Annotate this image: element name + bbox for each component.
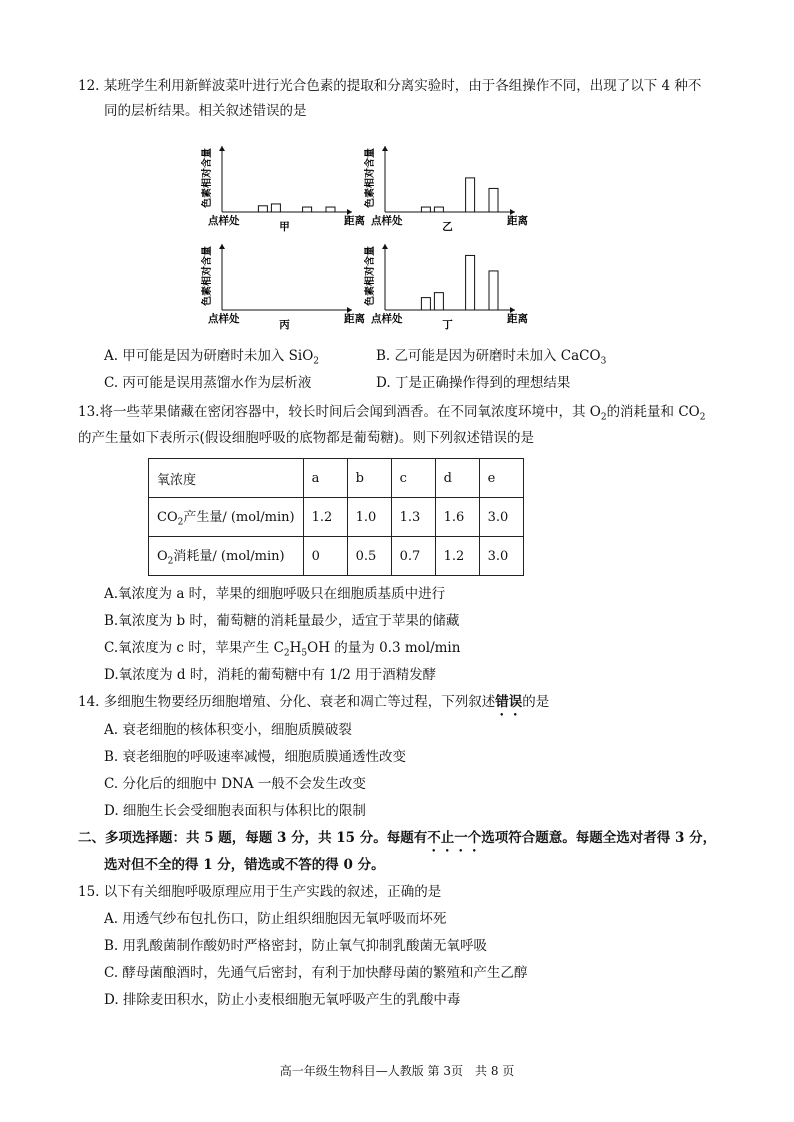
q12-option-a: A. 甲可能是因为研磨时未加入 SiO$_2$ [104, 348, 319, 367]
q12-option-c: C. 丙可能是误用蒸馏水作为层析液 [104, 375, 312, 391]
table-row [149, 537, 524, 576]
q13-stem-line2: 的产生量如下表所示(假设细胞呼吸的底物都是葡萄糖)。则下列叙述错误的是 [78, 430, 535, 446]
y-axis-label: 色素相对含量 [365, 246, 376, 306]
x-axis-arrow [510, 209, 515, 215]
chart-name: 乙 [442, 221, 453, 233]
table-header-cell: d [435, 459, 479, 498]
section2-heading-line1: 二、多项选择题：共 5 题，每题 3 分，共 15 分。每题有不止一个选项符合题意。每题全选对者得 3 分， [78, 830, 717, 846]
chart-bar [326, 207, 335, 212]
chart-bar [434, 293, 443, 310]
table-cell: 0.5 [347, 537, 391, 576]
table-header-cell: a [303, 459, 347, 498]
q12-option-b: B. 乙可能是因为研磨时未加入 CaCO$_3$ [376, 348, 607, 367]
chart-bar [258, 206, 267, 212]
table-header-cell: b [347, 459, 391, 498]
table-cell: 1.6 [435, 498, 479, 537]
chart-bar [421, 298, 430, 310]
y-axis-arrow [382, 244, 388, 249]
x-axis-label: 距离 [344, 215, 365, 227]
x-axis-label: 距离 [507, 215, 528, 227]
chart-bar [466, 178, 475, 212]
chart-bar [434, 207, 443, 212]
x-axis-label: 距离 [507, 313, 528, 325]
q14-option-c: C. 分化后的细胞中 DNA 一般不会发生改变 [104, 776, 366, 792]
chart-name: 丙 [279, 319, 290, 331]
chart-bar [466, 255, 475, 310]
section2-heading-line2: 选对但不全的得 1 分，错选或不答的得 0 分。 [104, 857, 385, 873]
page-footer: 高一年级生物科目—人教版 第 3页 共 8 页 [279, 1064, 515, 1078]
table-header-row [149, 459, 524, 498]
q15-option-b: B. 用乳酸菌制作酸奶时严格密封，防止氧气抑制乳酸菌无氧呼吸 [104, 938, 488, 954]
q15-option-c: C. 酵母菌酿酒时，先通气后密封，有利于加快酵母菌的繁殖和产生乙醇 [104, 965, 528, 981]
table-cell: 3.0 [479, 498, 523, 537]
origin-label: 点样处 [371, 215, 403, 227]
oxygen-table [148, 458, 524, 576]
x-axis-arrow [347, 209, 352, 215]
y-axis-arrow [382, 146, 388, 151]
q13-stem-line1: 13.将一些苹果储藏在密闭容器中，较长时间后会闻到酒香。在不同氧浓度环境中，其 $O_2$的消耗量和 $CO_2$ [78, 404, 706, 423]
q13-option-d: D.氧浓度为 d 时，消耗的葡萄糖中有 1/2 用于酒精发酵 [104, 667, 437, 683]
y-axis-label: 色素相对含量 [202, 148, 213, 208]
q15-stem: 15. 以下有关细胞呼吸原理应用于生产实践的叙述，正确的是 [78, 884, 442, 900]
chart-bar [489, 188, 498, 212]
table-cell: 1.2 [303, 498, 347, 537]
y-axis-label: 色素相对含量 [202, 246, 213, 306]
table-header-cell: e [479, 459, 523, 498]
chart-name: 丁 [442, 319, 453, 331]
q12-stem-line1: 12. 某班学生利用新鲜波菜叶进行光合色素的提取和分离实验时，由于各组操作不同，出现了以下 4 种不 [78, 78, 702, 94]
chart-bar [489, 271, 498, 310]
y-axis-arrow [219, 146, 225, 151]
table-row [149, 498, 524, 537]
q14-stem: 14. 多细胞生物要经历细胞增殖、分化、衰老和凋亡等过程，下列叙述错误的是 [78, 694, 550, 710]
chart-bar [271, 204, 280, 212]
q14-option-a: A. 衰老细胞的核体积变小，细胞质膜破裂 [104, 722, 352, 738]
table-header-cell: c [391, 459, 435, 498]
origin-label: 点样处 [208, 215, 240, 227]
q13-option-b: B.氧浓度为 b 时，葡萄糖的消耗量最少，适宜于苹果的储藏 [104, 613, 460, 629]
x-axis-label: 距离 [344, 313, 365, 325]
table-cell: 0 [303, 537, 347, 576]
x-axis-arrow [510, 307, 515, 313]
q13-option-a: A.氧浓度为 a 时，苹果的细胞呼吸只在细胞质基质中进行 [104, 586, 446, 602]
q12-option-d: D. 丁是正确操作得到的理想结果 [376, 375, 571, 391]
table-cell: 3.0 [479, 537, 523, 576]
chart-name: 甲 [279, 221, 290, 233]
y-axis-label: 色素相对含量 [365, 148, 376, 208]
table-cell: 1.0 [347, 498, 391, 537]
table-cell: 0.7 [391, 537, 435, 576]
table-row-label: $O_2$消耗量/ (mol/min) [149, 537, 304, 576]
table-row-label: $CO_2$产生量/ (mol/min) [149, 498, 304, 537]
x-axis-arrow [347, 307, 352, 313]
q13-option-c: C.氧浓度为 c 时，苹果产生 $C_2H_5OH$ 的量为 0.3 mol/min [104, 640, 461, 659]
origin-label: 点样处 [371, 313, 403, 325]
chart-bar [303, 207, 312, 212]
origin-label: 点样处 [208, 313, 240, 325]
q15-option-d: D. 排除麦田积水，防止小麦根细胞无氧呼吸产生的乳酸中毒 [104, 992, 461, 1008]
q12-stem-line2: 同的层析结果。相关叙述错误的是 [104, 103, 307, 119]
table-cell: 1.3 [391, 498, 435, 537]
q15-option-a: A. 用透气纱布包扎伤口，防止组织细胞因无氧呼吸而坏死 [104, 911, 447, 927]
table-header-cell: 氧浓度 [149, 459, 304, 498]
chart-bar [421, 207, 430, 212]
q14-option-d: D. 细胞生长会受细胞表面积与体积比的限制 [104, 803, 366, 819]
table-cell: 1.2 [435, 537, 479, 576]
q14-option-b: B. 衰老细胞的呼吸速率减慢，细胞质膜通透性改变 [104, 749, 407, 765]
y-axis-arrow [219, 244, 225, 249]
